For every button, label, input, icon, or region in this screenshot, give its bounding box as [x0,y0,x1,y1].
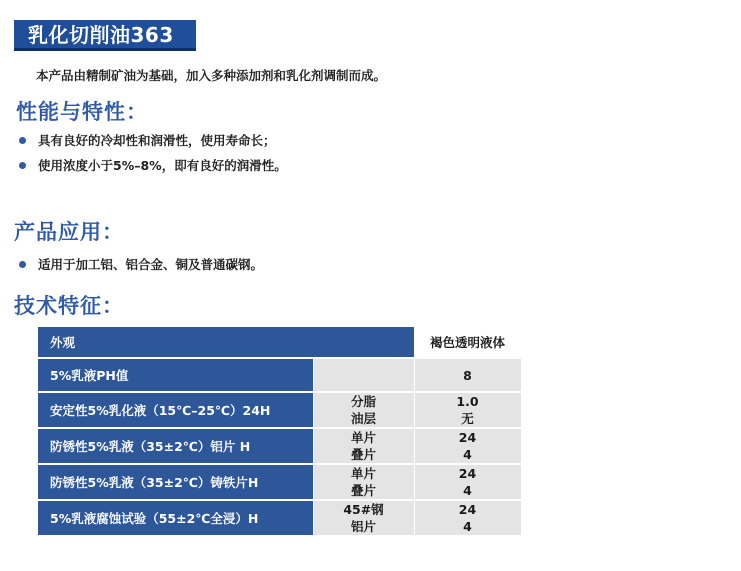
table-row [38,428,521,464]
sub-label: 分脂 [350,394,376,409]
heading-performance: 性能与特性： [16,100,148,124]
sub-label: 叠片 [350,447,376,462]
table-cell-label: 防锈性5%乳液（35±2℃）铝片 H [38,428,313,464]
sub-label: 单片 [350,466,376,481]
sub-label: 叠片 [350,483,376,498]
list-item [19,132,276,150]
table-cell-label: 安定性5%乳化液（15℃–25℃）24H [38,392,313,428]
value-text: 4 [463,447,472,462]
table-cell-sub [313,392,414,428]
table-row [38,358,521,392]
table-cell-value [414,500,521,536]
value-text: 24 [458,502,477,517]
list-item [19,157,287,175]
value-text: 1.0 [456,394,479,409]
list-item-text: 适用于加工铝、铝合金、铜及普通碳钢。 [38,257,264,272]
table-cell-label: 5%乳液腐蚀试验（55±2℃全浸）H [38,500,313,536]
table-cell-sub [313,428,414,464]
title-banner [14,20,196,51]
list-item-text: 使用浓度小于5%–8%，即有良好的润滑性。 [38,158,287,173]
table-cell-value: 褐色透明液体 [414,327,521,358]
list-item-text: 具有良好的冷却性和润滑性，使用寿命长； [38,133,276,148]
value-text: 4 [463,483,472,498]
table-row [38,500,521,536]
table-cell-label: 5%乳液PH值 [38,358,313,392]
table-cell-value [414,428,521,464]
table-cell-value [414,464,521,500]
sub-label: 单片 [350,430,376,445]
table-cell-sub [313,500,414,536]
intro-text: 本产品由精制矿油为基础，加入多种添加剂和乳化剂调制而成。 [36,68,387,83]
value-text: 4 [463,519,472,534]
table-row [38,464,521,500]
value-text: 24 [458,466,477,481]
value-text: 24 [458,430,477,445]
bullet-dot-icon [19,261,26,268]
list-item [19,256,263,274]
bullet-dot-icon [19,137,26,144]
table-cell-sub [313,464,414,500]
page-title: 乳化切削油363 [28,23,174,47]
sub-label: 油层 [350,411,376,426]
heading-technical: 技术特征： [14,294,124,318]
spec-table [38,327,521,537]
table-cell-label: 防锈性5%乳液（35±2℃）铸铁片H [38,464,313,500]
sub-label: 45#钢 [343,502,384,517]
table-row [38,392,521,428]
sub-label: 铝片 [350,519,376,534]
value-text: 无 [461,411,474,426]
table-row [38,327,521,358]
table-cell-value [414,392,521,428]
heading-application: 产品应用： [14,220,124,244]
table-cell-sub [313,358,414,392]
bullet-dot-icon [19,162,26,169]
table-cell-label: 外观 [38,327,414,358]
table-cell-value: 8 [414,358,521,392]
